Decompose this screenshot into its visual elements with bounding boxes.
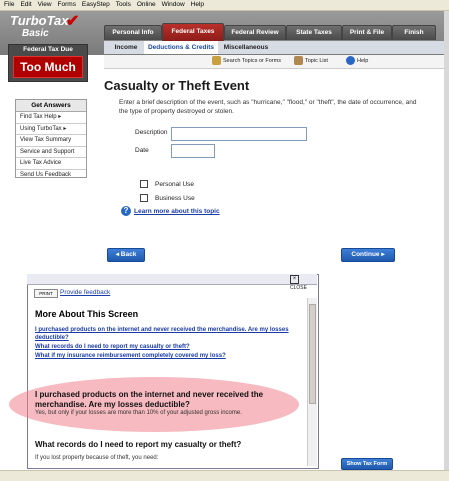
show-tax-form-button[interactable]: Show Tax Form bbox=[341, 458, 393, 470]
menu-online[interactable]: Online bbox=[136, 1, 156, 8]
menu-easystep[interactable]: EasyStep bbox=[81, 1, 110, 8]
back-label: Back bbox=[120, 251, 137, 258]
answer-text-records: If you lost property because of theft, you need: bbox=[35, 455, 159, 461]
print-button[interactable]: PRINT bbox=[34, 289, 58, 298]
tab-finish[interactable]: Finish bbox=[392, 25, 436, 40]
sidebar-item-live-tax-advice[interactable]: Live Tax Advice bbox=[16, 158, 86, 170]
help-panel-titlebar bbox=[27, 274, 317, 285]
learn-more-link[interactable]: Learn more about this topic bbox=[134, 208, 220, 215]
sidebar-item-label: Find Tax Help bbox=[20, 114, 57, 120]
menu-edit[interactable]: Edit bbox=[20, 1, 32, 8]
get-answers-title: Get Answers bbox=[16, 100, 86, 112]
help-icon bbox=[346, 56, 355, 65]
help-heading: More About This Screen bbox=[35, 309, 139, 319]
tab-federal-taxes[interactable]: Federal Taxes bbox=[162, 23, 224, 41]
help-panel-scrollbar[interactable] bbox=[307, 298, 317, 466]
answer-heading-internet-purchase: I purchased products on the internet and never received the merchandise. Are my losses deductible? bbox=[35, 390, 264, 409]
continue-button[interactable]: Continue ▸ bbox=[341, 248, 395, 262]
tax-due-value: Too Much bbox=[13, 56, 83, 78]
description-field[interactable] bbox=[171, 127, 307, 141]
personal-use-checkbox[interactable] bbox=[140, 180, 148, 188]
help-link-records[interactable]: What records do I need to report my casualty or theft? bbox=[35, 344, 190, 350]
subtab-deductions-credits[interactable]: Deductions & Credits bbox=[144, 41, 218, 54]
answer-text-internet-purchase: Yes, but only if your losses are more than 10% of your adjusted gross income. bbox=[35, 410, 242, 416]
menu-help[interactable]: Help bbox=[190, 1, 205, 8]
sidebar-item-service-support[interactable]: Service and Support bbox=[16, 147, 86, 159]
menu-view[interactable]: View bbox=[37, 1, 52, 8]
tab-federal-review[interactable]: Federal Review bbox=[224, 25, 286, 40]
tab-print-file[interactable]: Print & File bbox=[342, 25, 392, 40]
topic-list-label: Topic List bbox=[305, 58, 328, 64]
get-answers-panel bbox=[15, 99, 87, 178]
menu-tools[interactable]: Tools bbox=[115, 1, 131, 8]
personal-use-label: Personal Use bbox=[155, 181, 195, 188]
close-label: CLOSE bbox=[290, 285, 307, 291]
chevron-right-icon: ▸ bbox=[63, 125, 67, 132]
provide-feedback-link[interactable]: Provide feedback bbox=[60, 289, 111, 296]
subtab-income[interactable]: Income bbox=[114, 44, 138, 51]
business-use-checkbox[interactable] bbox=[140, 194, 148, 202]
help-link-insurance[interactable]: What if my insurance reimbursement completely covered my loss? bbox=[35, 353, 226, 359]
page-description: Enter a brief description of the event, such as "hurricane," "flood," or "theft", the date of occurrence, and the type of property destroyed or stolen. bbox=[119, 99, 417, 115]
sidebar-item-using-turbotax[interactable] bbox=[16, 124, 86, 136]
sidebar-item-send-feedback[interactable]: Send Us Feedback bbox=[20, 171, 72, 178]
federal-tax-due-box bbox=[8, 44, 88, 82]
turbotax-logo bbox=[6, 13, 86, 43]
scrollbar-thumb[interactable] bbox=[309, 304, 316, 404]
toolbar bbox=[104, 55, 449, 69]
menu-bar bbox=[0, 0, 449, 11]
close-button[interactable] bbox=[290, 275, 316, 291]
tab-state-taxes[interactable]: State Taxes bbox=[286, 25, 342, 40]
menu-window[interactable]: Window bbox=[161, 1, 185, 8]
topic-list-icon bbox=[294, 56, 303, 65]
brand-name: TurboTax bbox=[10, 13, 69, 28]
sub-navigation bbox=[104, 41, 449, 54]
window-right-border bbox=[444, 11, 449, 470]
subtab-miscellaneous[interactable]: Miscellaneous bbox=[223, 44, 269, 51]
topic-list-button[interactable] bbox=[294, 56, 328, 67]
menu-forms[interactable]: Forms bbox=[57, 1, 76, 8]
close-icon: × bbox=[290, 275, 299, 284]
checkmark-icon: ✔ bbox=[66, 13, 80, 30]
description-label: Description bbox=[135, 129, 168, 136]
tax-due-label: Federal Tax Due bbox=[23, 46, 73, 53]
chevron-right-icon: ▸ bbox=[58, 114, 62, 120]
tab-personal-info[interactable]: Personal Info bbox=[104, 25, 162, 40]
status-bar bbox=[0, 470, 449, 481]
help-question-icon[interactable]: ? bbox=[121, 206, 131, 216]
back-button[interactable]: ◂ Back bbox=[107, 248, 145, 262]
search-topics-label: Search Topics or Forms bbox=[223, 58, 281, 64]
business-use-label: Business Use bbox=[155, 195, 195, 202]
help-link-internet-purchase[interactable]: I purchased products on the internet and never received the merchandise. Are my losses deductible? bbox=[35, 327, 289, 341]
help-label: Help bbox=[357, 58, 369, 64]
page-title: Casualty or Theft Event bbox=[104, 78, 250, 93]
search-icon bbox=[212, 56, 221, 65]
brand-edition: Basic bbox=[22, 28, 49, 39]
date-label: Date bbox=[135, 147, 149, 154]
search-topics-button[interactable] bbox=[212, 56, 281, 67]
continue-label: Continue bbox=[351, 251, 380, 258]
date-field[interactable] bbox=[171, 144, 215, 158]
sidebar-item-find-tax-help[interactable] bbox=[16, 112, 86, 124]
answer-heading-records: What records do I need to report my casualty or theft? bbox=[35, 440, 242, 449]
sidebar-item-view-tax-summary[interactable]: View Tax Summary bbox=[16, 135, 86, 147]
menu-file[interactable]: File bbox=[4, 1, 15, 8]
sidebar-item-label: Using TurboTax bbox=[20, 125, 62, 132]
help-button[interactable] bbox=[346, 56, 368, 67]
